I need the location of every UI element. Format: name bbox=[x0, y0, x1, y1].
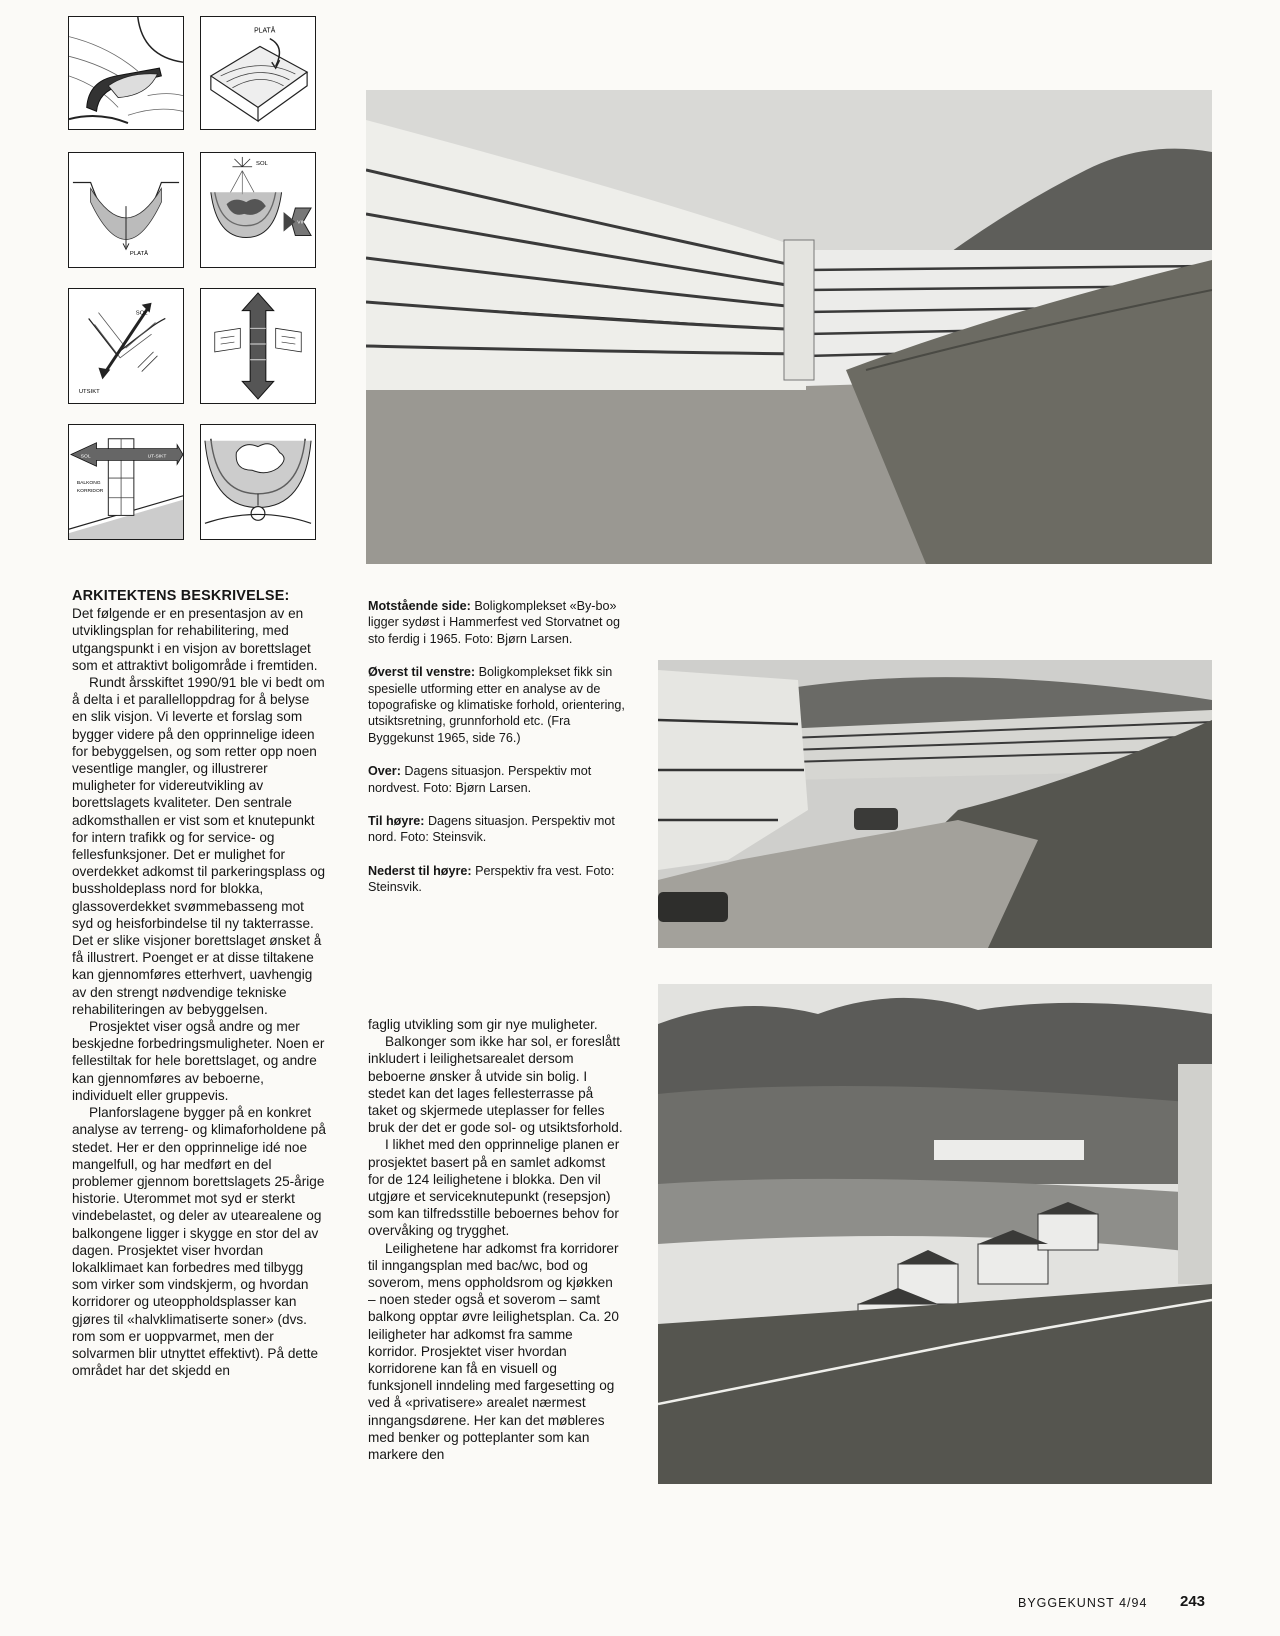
caption-text: Boligkomplekset fikk sin spesielle utforming etter en analyse av de topografiske og klimatiske forhold, orientering, utsiktsretning, grunnforhold etc. (Fra Byggekunst 1965, side 76.) bbox=[368, 665, 625, 745]
sketch-label: PLATÅ bbox=[254, 27, 276, 35]
sketch-label: BALKONG bbox=[76, 480, 101, 486]
sketch-label: SOL bbox=[135, 310, 148, 317]
caption-opposite-page bbox=[368, 598, 630, 647]
photo-perspective-west bbox=[658, 984, 1212, 1484]
sketch-site-plan bbox=[68, 16, 184, 130]
caption-label: Over: bbox=[368, 764, 401, 779]
article-paragraph: Rundt årsskiftet 1990/91 ble vi bedt om å delta i et parallelloppdrag for å belyse en slik visjon. Vi leverte et forslag som bygger videre på den opprinnelige ideen for bebyggelsen, og som retter opp noen vesentlige mangler, og illustrerer muligheter for videreutvikling av borettslagets kvaliteter. Den sentrale adkomsthallen er vist som et knutepunkt for intern trafikk og for service- og fellesfunksjoner. Det er mulighet for overdekket adkomst til parkeringsplass og bussholdeplass nord for blokka, glassoverdekket svømmebasseng mot syd og heisforbindelse til ny takterrasse. Det er slike visjoner borettslaget ønsket å få illustrert. Poenget er at disse tiltakene kan gjennomføres etterhvert, uavhengig av den strengt nødvendige tekniske rehabiliteringen av bebyggelsen. bbox=[72, 675, 326, 1017]
sketch-label: UT-SIKT bbox=[147, 454, 167, 460]
article-paragraph: Det følgende er en presentasjon av en utviklingsplan for rehabilitering, med utgangspunkt i en visjon av borettslaget som et attraktivt boligområde i fremtiden. bbox=[72, 606, 318, 673]
sketch-label: SOL bbox=[80, 454, 91, 460]
photo-curved-housing-block bbox=[366, 90, 1212, 564]
sketch-plateau bbox=[200, 16, 316, 130]
caption-bottom-right bbox=[368, 863, 630, 896]
page-number: 243 bbox=[1180, 1593, 1206, 1610]
article-column-1 bbox=[72, 588, 326, 1379]
journal-footer: BYGGEKUNST 4/94 bbox=[1018, 1596, 1148, 1610]
photo-perspective-northwest bbox=[658, 660, 1212, 948]
caption-text: Perspektiv fra vest. Foto: Steinsvik. bbox=[368, 863, 615, 895]
caption-top-left bbox=[368, 664, 630, 746]
caption-above bbox=[368, 763, 630, 796]
sketch-view-sun bbox=[68, 288, 184, 404]
caption-label: Motstående side: bbox=[368, 599, 471, 613]
article-paragraph: Balkonger som ikke har sol, er foreslått inkludert i leilighetsarealet dersom beboerne ønsker å utvide sin bolig. I stedet kan det lages fellesterrasse på taket og skjermede uteplasser for felles bruk der det er gode sol- og utsiktsforhold. bbox=[368, 1034, 623, 1136]
sketch-label: PLATÅ bbox=[129, 251, 149, 258]
sketch-label: SOL bbox=[256, 160, 268, 167]
sketch-tower-arrows bbox=[200, 288, 316, 404]
article-paragraph: Prosjektet viser også andre og mer beskjedne forbedringsmuligheter. Noen er fellestiltak for hele borettslaget, og andre kan gjennomføres av beboerne, individuelt eller gruppevis. bbox=[72, 1019, 325, 1103]
sketch-corridor-section bbox=[68, 424, 184, 540]
sketch-label: KORRIDOR bbox=[76, 488, 104, 494]
article-paragraph: Leilighetene har adkomst fra korridorer til inngangsplan med bac/wc, bod og soverom, mens oppholdsrom og kjøkken – noen steder også et soverom – samt balkong opptar øvre leilighetsplan. Ca. 20 leiligheter har adkomst fra samme korridor. Prosjektet viser hvordan korridorene kan få en visuell og funksjonell inndeling med fargesetting og ved å «privatisere» arealet nærmest inngangsdørene. Her kan det møbleres med benker og potteplanter som kan markere den bbox=[368, 1240, 619, 1463]
sketch-label: UTSIKT bbox=[78, 389, 100, 396]
sketch-sun-wind bbox=[200, 152, 316, 268]
caption-label: Øverst til venstre: bbox=[368, 665, 476, 680]
article-paragraph: faglig utvikling som gir nye muligheter. bbox=[368, 1017, 598, 1032]
sketch-section-plateau bbox=[68, 152, 184, 268]
caption-text: Dagens situasjon. Perspektiv mot nordvest. Foto: Bjørn Larsen. bbox=[368, 764, 592, 795]
caption-right bbox=[368, 813, 630, 846]
sketch-label: VIND bbox=[297, 220, 310, 226]
caption-label: Til høyre: bbox=[368, 814, 425, 829]
caption-text: Dagens situasjon. Perspektiv mot nord. Foto: Steinsvik. bbox=[368, 814, 615, 845]
caption-label: Nederst til høyre: bbox=[368, 863, 472, 878]
article-column-2 bbox=[368, 1016, 624, 1463]
article-paragraph: I likhet med den opprinnelige planen er prosjektet basert på en samlet adkomst for de 124 leilighetene i blokka. Den vil utgjøre et serviceknutepunkt (resepsjon) som kan tilfredsstille beboernes behov for overvåking og trygghet. bbox=[368, 1137, 620, 1239]
sketch-courtyard bbox=[200, 424, 316, 540]
article-heading: ARKITEKTENS BESKRIVELSE: bbox=[72, 588, 290, 604]
article-paragraph: Planforslagene bygger på en konkret analyse av terreng- og klimaforholdene på stedet. Her er den opprinnelige idé noe mangelfull, og har medført en del problemer gjennom borettslagets 25-årige historie. Uterommet mot syd er sterkt vindebelastet, og deler av utearealene og balkongene ligger i skygge en stor del av dagen. Prosjektet viser hvordan lokalklimaet kan forbedres med tilbygg som virker som vindskjerm, og hvordan korridorer og uteoppholdsplasser kan gjøres til «halvklimatiserte soner» (dvs. rom som er uoppvarmet, men der solvarmen blir utnyttet effektivt). På dette området har det skjedd en bbox=[72, 1105, 326, 1379]
photo-captions bbox=[368, 598, 630, 913]
caption-text: Boligkomplekset «By-bo» ligger sydøst i Hammerfest ved Storvatnet og sto ferdig i 1965. Foto: Bjørn Larsen. bbox=[368, 599, 620, 646]
